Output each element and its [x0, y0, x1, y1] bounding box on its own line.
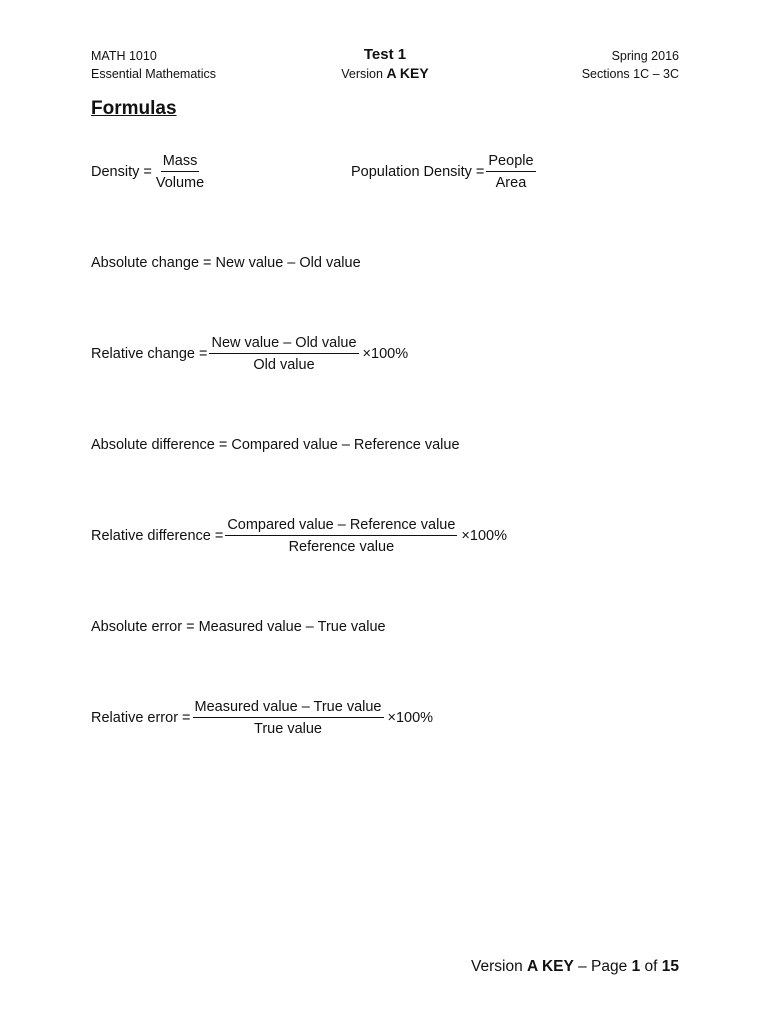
absolute-error-formula: Absolute error = Measured value – True value [91, 619, 386, 635]
relative-error-formula [91, 698, 433, 738]
relative-difference-fraction [225, 516, 457, 556]
population-density-label: Population Density [351, 164, 472, 180]
sections: Sections 1C – 3C [581, 67, 679, 81]
footer-middle: – Page [573, 958, 632, 975]
relative-difference-formula [91, 516, 507, 556]
density-denominator: Volume [155, 175, 205, 191]
header-right [582, 47, 679, 83]
course-code: MATH 1010 [91, 49, 157, 63]
equals-sign: = [214, 528, 224, 544]
density-numerator: Mass [161, 152, 200, 172]
relative-difference-multiplier: ×100% [461, 528, 507, 544]
course-name: Essential Mathematics [91, 67, 217, 81]
population-density-formula [351, 152, 538, 192]
version-prefix: Version [341, 67, 387, 81]
term: Spring 2016 [611, 49, 679, 63]
relative-change-numerator: New value – Old value [209, 334, 358, 354]
relative-error-fraction [193, 698, 384, 738]
relative-error-multiplier: ×100% [387, 710, 434, 726]
page-total: 15 [661, 958, 679, 975]
version-key: A KEY [386, 65, 429, 81]
test-title: Test 1 [363, 46, 407, 63]
absolute-change-formula: Absolute change = New value – Old value [91, 255, 361, 271]
density-fraction [154, 152, 206, 192]
equals-sign: = [199, 346, 208, 362]
relative-change-formula [91, 334, 408, 374]
relative-change-fraction [209, 334, 358, 374]
footer-prefix: Version [471, 958, 528, 975]
population-density-numerator: People [486, 152, 535, 172]
page-number: 1 [631, 958, 641, 975]
section-title: Formulas [91, 98, 177, 119]
density-label: Density [91, 164, 140, 180]
relative-difference-numerator: Compared value – Reference value [225, 516, 457, 536]
relative-difference-label: Relative difference [91, 528, 211, 544]
footer-version-key: A KEY [527, 958, 574, 975]
equals-sign: = [475, 164, 485, 180]
absolute-difference-formula: Absolute difference = Compared value – Reference value [91, 437, 460, 453]
relative-error-numerator: Measured value – True value [193, 698, 384, 718]
relative-difference-denominator: Reference value [288, 539, 395, 555]
equals-sign: = [182, 710, 191, 726]
population-density-fraction [486, 152, 535, 192]
relative-change-multiplier: ×100% [362, 346, 409, 362]
footer-of: of [640, 958, 662, 975]
equals-sign: = [143, 164, 152, 180]
population-density-denominator: Area [495, 175, 527, 191]
relative-change-denominator: Old value [253, 357, 315, 373]
density-formula [91, 152, 208, 192]
page-footer [471, 958, 679, 976]
relative-error-label: Relative error [91, 710, 179, 726]
relative-error-denominator: True value [254, 721, 322, 737]
relative-change-label: Relative change [91, 346, 195, 362]
